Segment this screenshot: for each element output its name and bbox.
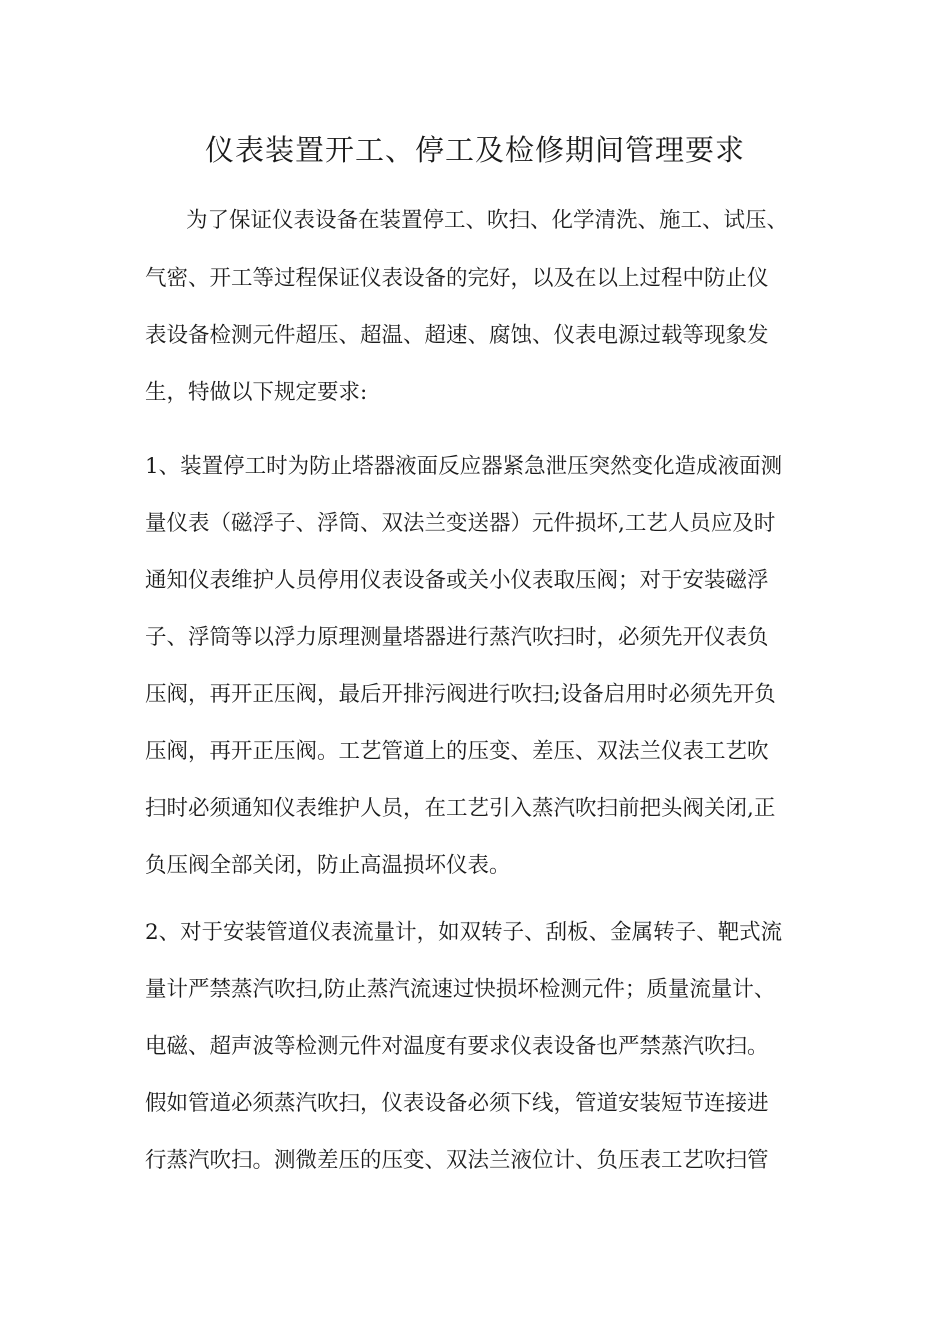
intro-line-1: 为了保证仪表设备在装置停工、吹扫、化学清洗、施工、试压、 [186, 208, 789, 233]
section1-line-4: 子、浮筒等以浮力原理测量塔器进行蒸汽吹扫时，必须先开仪表负 [145, 625, 769, 650]
section2-line-3: 电磁、超声波等检测元件对温度有要求仪表设备也严禁蒸汽吹扫。 [145, 1034, 769, 1059]
section1-line-2: 量仪表（磁浮子、浮筒、双法兰变送器）元件损坏,工艺人员应及时 [145, 511, 776, 536]
intro-line-3: 表设备检测元件超压、超温、超速、腐蚀、仪表电源过载等现象发 [145, 323, 769, 348]
section1-line-8: 负压阀全部关闭，防止高温损坏仪表。 [145, 853, 511, 878]
section1-line-3: 通知仪表维护人员停用仪表设备或关小仪表取压阀；对于安装磁浮 [145, 568, 769, 593]
section1-line-7: 扫时必须通知仪表维护人员，在工艺引入蒸汽吹扫前把头阀关闭,正 [145, 796, 776, 821]
section1-line-5: 压阀，再开正压阀，最后开排污阀进行吹扫;设备启用时必须先开负 [145, 682, 776, 707]
section2-line-5: 行蒸汽吹扫。测微差压的压变、双法兰液位计、负压表工艺吹扫管 [145, 1148, 769, 1173]
document-title: 仪表装置开工、停工及检修期间管理要求 [204, 133, 745, 167]
section2-line-2: 量计严禁蒸汽吹扫,防止蒸汽流速过快损坏检测元件；质量流量计、 [145, 977, 776, 1002]
section2-line-1: 2、对于安装管道仪表流量计，如双转子、刮板、金属转子、靶式流 [145, 920, 783, 945]
intro-line-2: 气密、开工等过程保证仪表设备的完好，以及在以上过程中防止仪 [145, 266, 769, 291]
section1-line-6: 压阀，再开正压阀。工艺管道上的压变、差压、双法兰仪表工艺吹 [145, 739, 769, 764]
intro-line-4: 生，特做以下规定要求: [145, 380, 368, 405]
section2-line-4: 假如管道必须蒸汽吹扫，仪表设备必须下线，管道安装短节连接进 [145, 1091, 769, 1116]
section1-line-1: 1、装置停工时为防止塔器液面反应器紧急泄压突然变化造成液面测 [145, 454, 783, 479]
